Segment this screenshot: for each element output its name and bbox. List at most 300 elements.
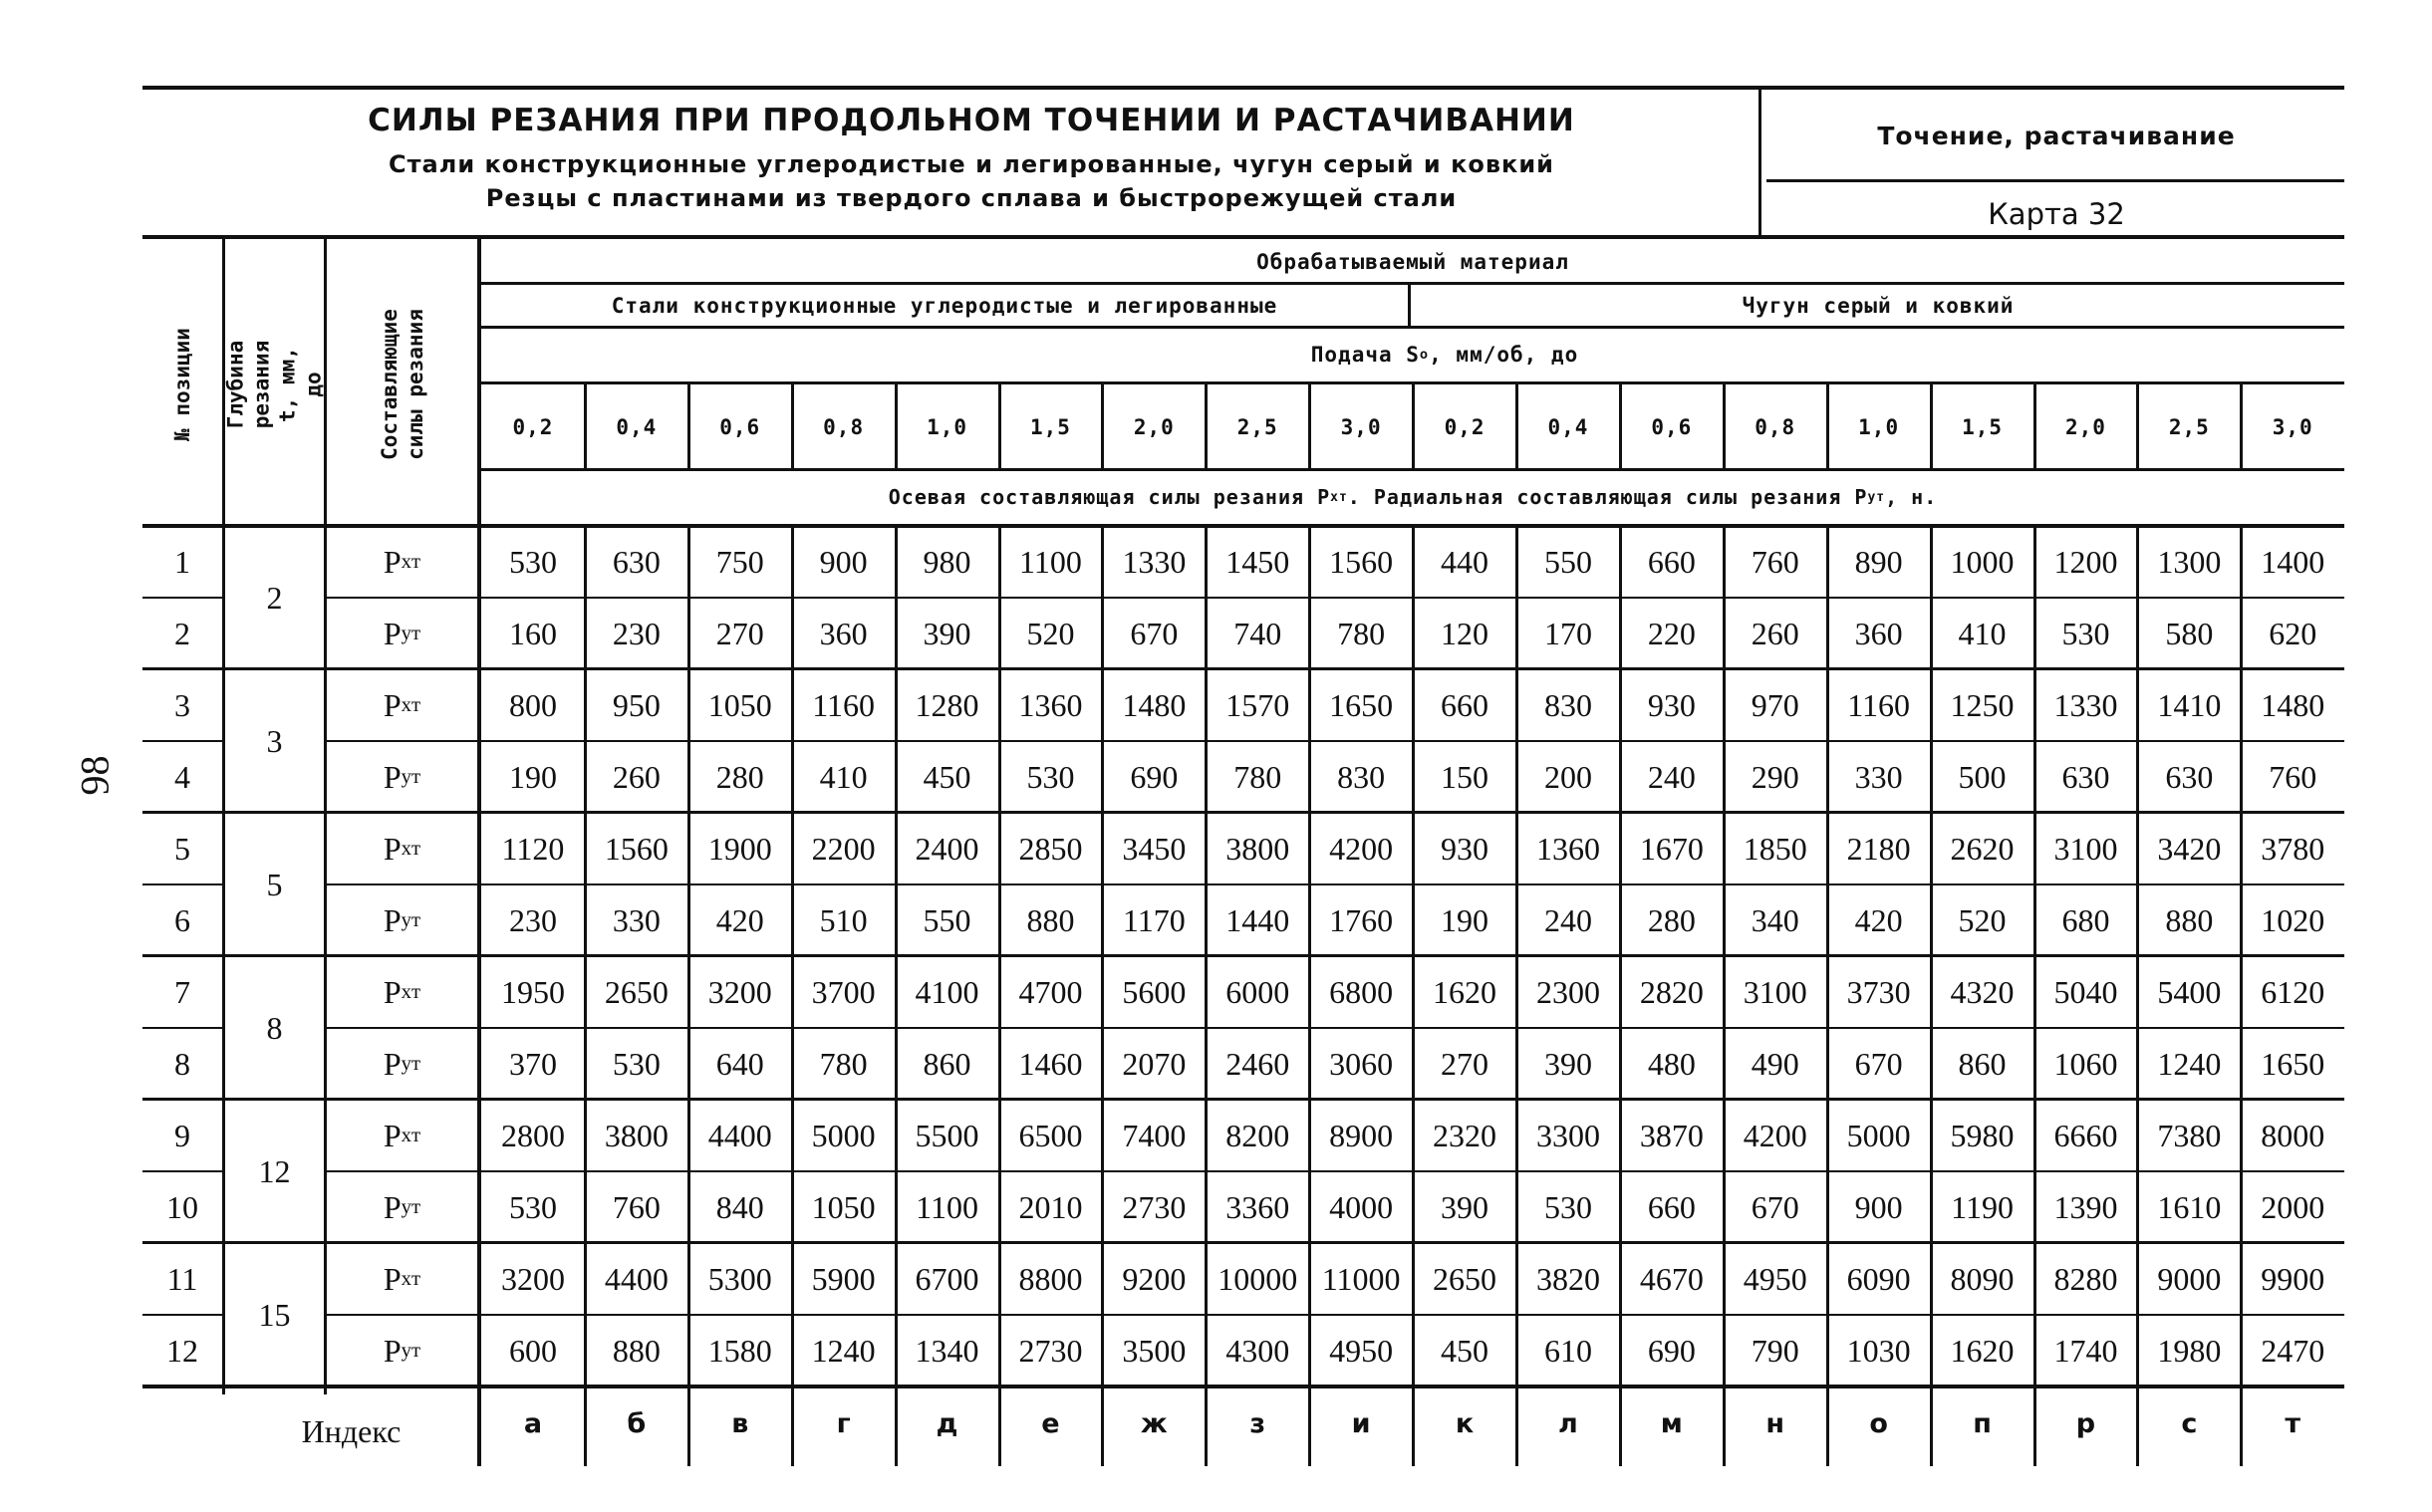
table-cell: 240 [1647, 758, 1696, 795]
table-cell: 830 [1543, 686, 1592, 723]
table-cell: 6700 [915, 1260, 979, 1297]
index-letter: н [1765, 1407, 1785, 1439]
depth-value: 15 [258, 1296, 291, 1333]
table-cell: 420 [715, 901, 764, 938]
table-cell: 1480 [1122, 686, 1187, 723]
table-cell: 530 [612, 1045, 661, 1082]
table-cell: 260 [612, 758, 661, 795]
table-cell: 630 [612, 543, 661, 580]
table-cell: 2620 [1950, 830, 2015, 867]
table-cell: 4950 [1329, 1332, 1394, 1369]
rule [2033, 528, 2036, 1466]
table-cell: 930 [1647, 686, 1696, 723]
table-cell: 900 [1854, 1188, 1903, 1225]
table-cell: 4670 [1639, 1260, 1704, 1297]
rule [2136, 528, 2139, 1466]
table-cell: 1240 [811, 1332, 876, 1369]
feed-value: 0,8 [823, 415, 865, 439]
table-cell: 780 [819, 1045, 868, 1082]
rule [1930, 528, 1933, 1466]
index-letter: в [731, 1407, 749, 1439]
feed-header [996, 330, 1893, 379]
table-cell: 1950 [500, 973, 565, 1010]
subtitle-tools: Резцы с пластинами из твердого сплава и быстрорежущей стали [485, 184, 1458, 212]
index-letter: м [1660, 1407, 1683, 1439]
table-cell: 2650 [1433, 1260, 1497, 1297]
table-cell: 2180 [1846, 830, 1911, 867]
table-cell: 2010 [1018, 1188, 1083, 1225]
table-cell: 200 [1543, 758, 1592, 795]
component-symbol: P [383, 758, 402, 795]
table-cell: 4200 [1743, 1117, 1807, 1153]
table-cell: 1410 [2157, 686, 2222, 723]
table-cell: 270 [715, 615, 764, 651]
table-cell: 1400 [2261, 543, 2325, 580]
table-cell: 4000 [1329, 1188, 1394, 1225]
table-cell: 3100 [2053, 830, 2118, 867]
table-cell: 600 [508, 1332, 557, 1369]
table-cell: 500 [1958, 758, 2007, 795]
table-cell: 530 [508, 1188, 557, 1225]
table-cell: 340 [1751, 901, 1799, 938]
table-cell: 420 [1854, 901, 1903, 938]
rule [1412, 528, 1415, 1466]
force-header [481, 472, 2344, 522]
table-cell: 4100 [915, 973, 979, 1010]
table-cell: 2070 [1122, 1045, 1187, 1082]
table-cell: 1200 [2053, 543, 2118, 580]
force-component [327, 526, 477, 598]
table-cell: 690 [1130, 758, 1179, 795]
index-letter: б [627, 1407, 647, 1439]
table-cell: 1620 [1433, 973, 1497, 1010]
table-cell: 530 [2061, 615, 2110, 651]
table-cell: 660 [1441, 686, 1489, 723]
component-subscript: yт [401, 908, 421, 931]
table-cell: 1360 [1535, 830, 1600, 867]
feed-value: 0,4 [1547, 415, 1589, 439]
table-cell: 450 [923, 758, 971, 795]
table-cell: 3700 [811, 973, 876, 1010]
table-cell: 760 [2269, 758, 2317, 795]
component-subscript: yт [401, 622, 421, 644]
table-cell: 360 [819, 615, 868, 651]
table-cell: 1670 [1639, 830, 1704, 867]
table-cell: 1620 [1950, 1332, 2015, 1369]
component-subscript: yт [401, 1339, 421, 1362]
table-cell: 1560 [604, 830, 669, 867]
index-letter: д [936, 1407, 958, 1439]
table-cell: 410 [1958, 615, 2007, 651]
table-cell: 240 [1543, 901, 1592, 938]
table-cell: 390 [1543, 1045, 1592, 1082]
force-component [327, 1028, 477, 1100]
table-cell: 1100 [1019, 543, 1082, 580]
table-cell: 1760 [1329, 901, 1394, 938]
table-cell: 660 [1647, 1188, 1696, 1225]
table-cell: 4400 [604, 1260, 669, 1297]
index-label: Индекс [301, 1412, 402, 1449]
feed-value: 3,0 [2272, 415, 2313, 439]
rule [1619, 528, 1622, 1466]
table-cell: 6000 [1225, 973, 1290, 1010]
component-subscript: xт [401, 980, 421, 1003]
table-cell: 980 [923, 543, 971, 580]
table-cell: 1250 [1950, 686, 2015, 723]
force-axial-sub: xт [1330, 489, 1348, 505]
table-cell: 3360 [1225, 1188, 1290, 1225]
force-component [327, 741, 477, 813]
force-radial-sub: yт [1867, 489, 1886, 505]
table-cell: 860 [1958, 1045, 2007, 1082]
feed-value: 1,0 [927, 415, 967, 439]
table-cell: 8000 [2261, 1117, 2325, 1153]
table-cell: 8090 [1950, 1260, 2015, 1297]
table-cell: 750 [715, 543, 764, 580]
component-symbol: P [383, 1260, 402, 1297]
table-cell: 800 [508, 686, 557, 723]
table-cell: 1030 [1846, 1332, 1911, 1369]
table-cell: 530 [508, 543, 557, 580]
table-cell: 670 [1751, 1188, 1799, 1225]
table-cell: 630 [2165, 758, 2214, 795]
position-number: 9 [174, 1117, 190, 1153]
position-number: 8 [174, 1045, 190, 1082]
position-number: 5 [174, 830, 190, 867]
cast-iron-header: Чугун серый и ковкий [1742, 294, 2015, 318]
table-cell: 740 [1233, 615, 1282, 651]
material-header: Обрабатываемый материал [1256, 250, 1569, 274]
table-cell: 3060 [1329, 1045, 1394, 1082]
table-cell: 780 [1337, 615, 1386, 651]
table-cell: 3450 [1122, 830, 1187, 867]
table-cell: 220 [1647, 615, 1696, 651]
table-cell: 780 [1233, 758, 1282, 795]
rule [1826, 528, 1829, 1466]
force-component [327, 669, 477, 741]
table-cell: 150 [1441, 758, 1489, 795]
position-number: 11 [166, 1260, 198, 1297]
table-cell: 610 [1543, 1332, 1592, 1369]
table-cell: 900 [819, 543, 868, 580]
force-component [327, 813, 477, 884]
table-cell: 670 [1854, 1045, 1903, 1082]
feed-value: 0,6 [1651, 415, 1693, 439]
table-cell: 9000 [2157, 1260, 2222, 1297]
table-cell: 760 [1751, 543, 1799, 580]
table-cell: 3820 [1535, 1260, 1600, 1297]
feed-value: 0,8 [1755, 415, 1796, 439]
position-number: 4 [174, 758, 190, 795]
component-symbol: P [383, 1045, 402, 1082]
table-cell: 1190 [1951, 1188, 2014, 1225]
index-letter: о [1869, 1407, 1888, 1439]
component-subscript: xт [401, 1267, 421, 1290]
table-cell: 360 [1854, 615, 1903, 651]
table-cell: 1980 [2157, 1332, 2222, 1369]
component-subscript: xт [401, 550, 421, 573]
depth-value: 8 [266, 1009, 283, 1046]
force-unit: , н. [1885, 485, 1938, 509]
table-cell: 1740 [2053, 1332, 2118, 1369]
force-component [327, 598, 477, 669]
table-cell: 260 [1751, 615, 1799, 651]
table-cell: 5900 [811, 1260, 876, 1297]
table-cell: 5500 [915, 1117, 979, 1153]
steel-header: Стали конструкционные углеродистые и легированные [611, 294, 1278, 318]
table-cell: 3100 [1743, 973, 1807, 1010]
component-subscript: yт [401, 765, 421, 788]
table-cell: 880 [2165, 901, 2214, 938]
table-cell: 3420 [2157, 830, 2222, 867]
depth-value: 2 [266, 579, 283, 616]
table-cell: 3780 [2261, 830, 2325, 867]
table-cell: 3870 [1639, 1117, 1704, 1153]
table-cell: 4700 [1018, 973, 1083, 1010]
table-cell: 270 [1441, 1045, 1489, 1082]
table-cell: 3730 [1846, 973, 1911, 1010]
table-cell: 6500 [1018, 1117, 1083, 1153]
rule [2240, 528, 2243, 1466]
table-cell: 11000 [1321, 1260, 1401, 1297]
rule [1101, 528, 1104, 1466]
table-cell: 520 [1958, 901, 2007, 938]
table-cell: 840 [715, 1188, 764, 1225]
table-cell: 3500 [1122, 1332, 1187, 1369]
table-cell: 9900 [2261, 1260, 2325, 1297]
table-cell: 4300 [1225, 1332, 1290, 1369]
feed-value: 2,5 [2168, 415, 2210, 439]
table-cell: 2200 [811, 830, 876, 867]
feed-value: 2,0 [2064, 415, 2106, 439]
index-letter: п [1973, 1407, 1992, 1439]
force-axial-label: Осевая составляющая силы резания P [888, 485, 1331, 509]
table-cell: 190 [1441, 901, 1489, 938]
table-cell: 5980 [1950, 1117, 2015, 1153]
table-cell: 10000 [1217, 1260, 1298, 1297]
table-cell: 510 [819, 901, 868, 938]
table-cell: 670 [1130, 615, 1179, 651]
table-cell: 1280 [915, 686, 979, 723]
rule [1308, 528, 1311, 1466]
index-letter: а [523, 1407, 543, 1439]
feed-value: 2,0 [1133, 415, 1175, 439]
table-cell: 5000 [1846, 1117, 1911, 1153]
component-symbol: P [383, 1117, 402, 1153]
position-number: 3 [174, 686, 190, 723]
depth-value: 12 [258, 1152, 291, 1189]
table-cell: 660 [1647, 543, 1696, 580]
table-cell: 1900 [707, 830, 772, 867]
components-header [328, 242, 477, 526]
table-cell: 120 [1441, 615, 1489, 651]
title-divider [1758, 86, 1761, 235]
depth-value: 5 [266, 866, 283, 902]
table-cell: 160 [508, 615, 557, 651]
feed-value: 0,6 [719, 415, 761, 439]
feed-value: 2,5 [1236, 415, 1278, 439]
table-cell: 690 [1647, 1332, 1696, 1369]
table-cell: 2470 [2261, 1332, 2325, 1369]
table-cell: 2400 [915, 830, 979, 867]
table-cell: 860 [923, 1045, 971, 1082]
rule [791, 528, 794, 1466]
table-cell: 970 [1751, 686, 1799, 723]
table-cell: 630 [2061, 758, 2110, 795]
component-symbol: P [383, 830, 402, 867]
component-symbol: P [383, 543, 402, 580]
subtitle-materials: Стали конструкционные углеродистые и легированные, чугун серый и ковкий [389, 150, 1554, 178]
feed-label: Подача S [1310, 343, 1420, 367]
position-number: 10 [166, 1188, 198, 1225]
force-radial-label: . Радиальная составляющая силы резания P [1347, 485, 1868, 509]
table-cell: 3300 [1535, 1117, 1600, 1153]
table-cell: 2730 [1018, 1332, 1083, 1369]
force-component [327, 1243, 477, 1315]
component-subscript: xт [401, 837, 421, 860]
table-cell: 8900 [1329, 1117, 1394, 1153]
table-cell: 530 [1026, 758, 1075, 795]
table-cell: 1360 [1018, 686, 1083, 723]
table-cell: 1560 [1329, 543, 1394, 580]
feed-value: 0,2 [512, 415, 554, 439]
table-cell: 330 [612, 901, 661, 938]
table-cell: 1050 [811, 1188, 876, 1225]
position-number: 12 [166, 1332, 198, 1369]
rule [481, 326, 2344, 329]
table-cell: 2300 [1535, 973, 1600, 1010]
table-cell: 480 [1647, 1045, 1696, 1082]
table-cell: 680 [2061, 901, 2110, 938]
table-cell: 6120 [2261, 973, 2325, 1010]
page-number-text: 98 [72, 755, 118, 795]
table-cell: 2650 [604, 973, 669, 1010]
table-cell: 830 [1337, 758, 1386, 795]
rule [687, 528, 690, 1466]
index-letter: с [2181, 1407, 2198, 1439]
index-letter: к [1455, 1407, 1475, 1439]
feed-value: 3,0 [1340, 415, 1382, 439]
table-cell: 1850 [1743, 830, 1807, 867]
table-cell: 790 [1751, 1332, 1799, 1369]
table-cell: 1450 [1225, 543, 1290, 580]
component-symbol: P [383, 1188, 402, 1225]
table-cell: 1330 [2053, 686, 2118, 723]
table-cell: 1650 [1329, 686, 1394, 723]
table-cell: 3800 [604, 1117, 669, 1153]
card-number: Карта 32 [1988, 197, 2125, 231]
table-cell: 4400 [707, 1117, 772, 1153]
table-cell: 2820 [1639, 973, 1704, 1010]
index-letter: з [1249, 1407, 1266, 1439]
component-subscript: xт [401, 1124, 421, 1146]
top-rule [142, 86, 2344, 90]
table-cell: 890 [1854, 543, 1903, 580]
index-letter: ж [1140, 1407, 1168, 1439]
table-cell: 230 [508, 901, 557, 938]
table-cell: 2850 [1018, 830, 1083, 867]
table-cell: 3200 [707, 973, 772, 1010]
table-cell: 170 [1543, 615, 1592, 651]
table-cell: 880 [1026, 901, 1075, 938]
force-component [327, 884, 477, 956]
table-cell: 9200 [1122, 1260, 1187, 1297]
component-subscript: yт [401, 1195, 421, 1218]
index-letter: е [1041, 1407, 1060, 1439]
table-cell: 5600 [1122, 973, 1187, 1010]
card-divider [1766, 179, 2344, 182]
table-cell: 410 [819, 758, 868, 795]
table-cell: 2000 [2261, 1188, 2325, 1225]
feed-unit: , мм/об, до [1429, 343, 1579, 367]
table-cell: 2800 [500, 1117, 565, 1153]
table-cell: 370 [508, 1045, 557, 1082]
components-header-text: Составляющие силы резания [378, 308, 427, 460]
force-component [327, 1171, 477, 1243]
table-cell: 1100 [916, 1188, 978, 1225]
table-cell: 1330 [1122, 543, 1187, 580]
component-symbol: P [383, 686, 402, 723]
table-cell: 6090 [1846, 1260, 1911, 1297]
table-cell: 520 [1026, 615, 1075, 651]
force-component [327, 1100, 477, 1171]
table-cell: 640 [715, 1045, 764, 1082]
title-bottom-rule [142, 235, 2344, 239]
component-symbol: P [383, 615, 402, 651]
index-letter: г [836, 1407, 851, 1439]
index-letter: т [2285, 1407, 2301, 1439]
table-cell: 620 [2269, 615, 2317, 651]
table-cell: 330 [1854, 758, 1903, 795]
table-cell: 550 [923, 901, 971, 938]
table-cell: 190 [508, 758, 557, 795]
component-subscript: xт [401, 693, 421, 716]
table-cell: 550 [1543, 543, 1592, 580]
table-cell: 230 [612, 615, 661, 651]
table-cell: 760 [612, 1188, 661, 1225]
table-cell: 5300 [707, 1260, 772, 1297]
table-cell: 450 [1441, 1332, 1489, 1369]
rule [895, 528, 898, 1466]
index-letter: р [2075, 1407, 2096, 1439]
table-cell: 8800 [1018, 1260, 1083, 1297]
table-cell: 1170 [1122, 901, 1186, 938]
position-number: 7 [174, 973, 190, 1010]
position-number: 6 [174, 901, 190, 938]
table-cell: 1440 [1225, 901, 1290, 938]
table-cell: 1650 [2261, 1045, 2325, 1082]
component-symbol: P [383, 1332, 402, 1369]
rule [481, 282, 2344, 285]
feed-sub: о [1419, 347, 1430, 363]
table-cell: 6800 [1329, 973, 1394, 1010]
table-cell: 390 [1441, 1188, 1489, 1225]
table-cell: 1460 [1018, 1045, 1083, 1082]
table-cell: 2730 [1122, 1188, 1187, 1225]
rule [1205, 528, 1208, 1466]
position-header [142, 242, 222, 526]
feed-value: 1,0 [1858, 415, 1900, 439]
table-cell: 7400 [1122, 1117, 1187, 1153]
table-cell: 1580 [707, 1332, 772, 1369]
table-cell: 1240 [2157, 1045, 2222, 1082]
index-letter: л [1558, 1407, 1578, 1439]
table-cell: 290 [1751, 758, 1799, 795]
force-component [327, 1315, 477, 1386]
position-header-text: № позиции [170, 327, 195, 441]
table-cell: 1570 [1225, 686, 1290, 723]
depth-header [225, 242, 324, 526]
